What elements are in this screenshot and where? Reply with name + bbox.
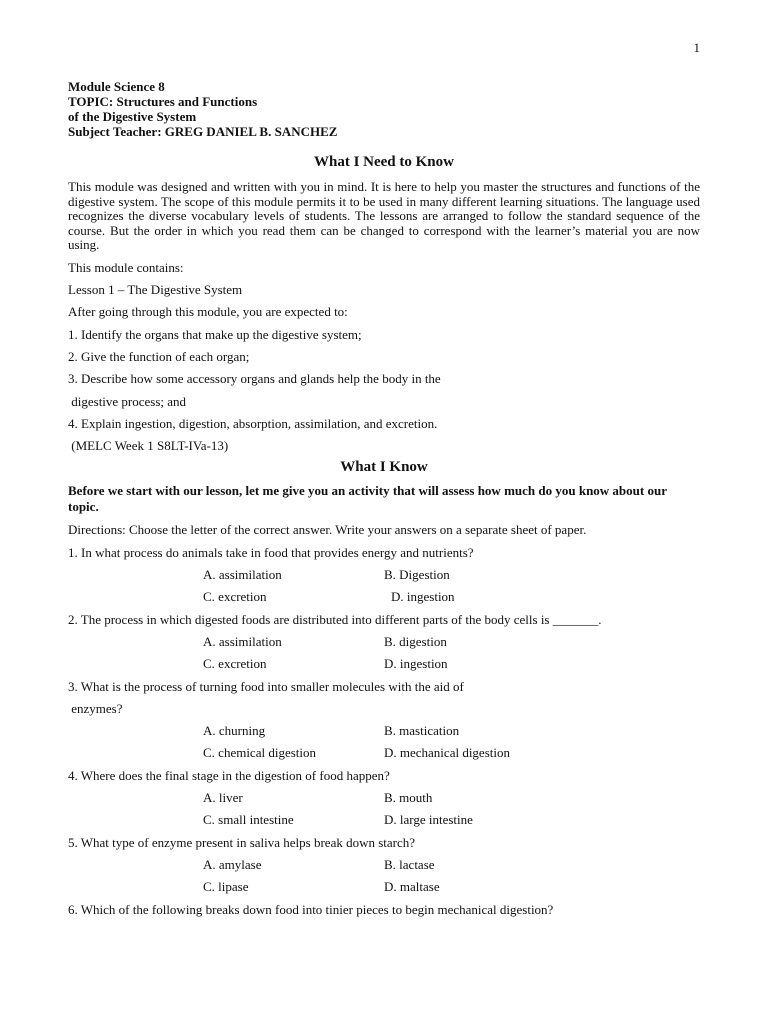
option: B. lactase — [384, 856, 435, 872]
option: C. chemical digestion — [203, 745, 317, 761]
objective-item-continued: digestive process; and — [68, 393, 187, 409]
option: C. excretion — [203, 656, 267, 672]
question-1-options-row-2 — [68, 589, 700, 604]
topic-line-1: TOPIC: Structures and Functions — [68, 94, 258, 109]
module-contains: This module contains: — [68, 259, 184, 275]
question-1: 1. In what process do animals take in food that provides energy and nutrients? — [68, 544, 474, 560]
topic-line-2: of the Digestive System — [68, 109, 197, 124]
question-2-options-row-1 — [68, 634, 700, 649]
question-3-continued: enzymes? — [68, 700, 123, 716]
question-1-options-row-1 — [68, 567, 700, 582]
option: B. digestion — [384, 633, 447, 649]
page-content — [68, 79, 700, 917]
module-name: Module Science 8 — [68, 79, 165, 94]
question-2-options-row-2 — [68, 656, 700, 671]
question-5-options-row-2 — [68, 879, 700, 894]
question-2: 2. The process in which digested foods are distributed into different parts of the body cells is _______. — [68, 611, 602, 627]
option: B. mouth — [384, 790, 433, 806]
page-number: 1 — [693, 40, 700, 55]
question-3-options-row-2 — [68, 745, 700, 760]
option: A. assimilation — [203, 633, 282, 649]
question-5-options-row-1 — [68, 857, 700, 872]
activity-lead: Before we start with our lesson, let me give you an activity that will assess how much do you know about our topic. — [68, 483, 667, 515]
melc-code: (MELC Week 1 S8LT-IVa-13) — [68, 438, 229, 454]
option: A. liver — [203, 790, 243, 806]
question-3: 3. What is the process of turning food into smaller molecules with the aid of — [68, 678, 464, 694]
intro-paragraph: This module was designed and written with you in mind. It is here to help you master the structures and functions of the digestive system. The scope of this module permits it to be used in many different learning situations. The language used recognizes the diverse vocabulary levels of students. The lessons are arranged to follow the standard sequence of the course. But the order in which you read them can be changed to correspond with the learner’s material you are now using. — [68, 179, 700, 252]
option: D. large intestine — [384, 812, 473, 828]
question-6: 6. Which of the following breaks down food into tinier pieces to begin mechanical digestion? — [68, 901, 554, 917]
objective-item: 4. Explain ingestion, digestion, absorption, assimilation, and excretion. — [68, 415, 438, 431]
option: D. mechanical digestion — [384, 745, 510, 761]
lesson-title: Lesson 1 – The Digestive System — [68, 282, 243, 298]
question-3-options-row-1 — [68, 723, 700, 738]
directions: Directions: Choose the letter of the correct answer. Write your answers on a separate sheet of paper. — [68, 522, 587, 538]
expected-outcomes: After going through this module, you are expected to: — [68, 304, 348, 320]
option: D. ingestion — [391, 589, 455, 605]
option: B. mastication — [384, 723, 460, 739]
question-4-options-row-2 — [68, 812, 700, 827]
objective-item: 3. Describe how some accessory organs and glands help the body in the — [68, 371, 441, 387]
section-title-what-i-need-to-know: What I Need to Know — [313, 154, 454, 170]
objective-item: 2. Give the function of each organ; — [68, 348, 250, 364]
option: D. ingestion — [384, 656, 448, 672]
option: C. lipase — [203, 879, 249, 895]
option: C. small intestine — [203, 812, 294, 828]
question-4-options-row-1 — [68, 790, 700, 805]
option: A. amylase — [203, 856, 262, 872]
section-title-what-i-know: What I Know — [340, 459, 428, 476]
subject-teacher: Subject Teacher: GREG DANIEL B. SANCHEZ — [68, 124, 338, 139]
objective-item: 1. Identify the organs that make up the digestive system; — [68, 326, 362, 342]
module-header — [68, 79, 700, 139]
option: A. assimilation — [203, 567, 282, 583]
option: C. excretion — [203, 589, 267, 605]
option: A. churning — [203, 723, 266, 739]
question-4: 4. Where does the final stage in the digestion of food happen? — [68, 767, 390, 783]
question-5: 5. What type of enzyme present in saliva helps break down starch? — [68, 834, 416, 850]
option: B. Digestion — [384, 567, 450, 583]
option: D. maltase — [384, 879, 440, 895]
